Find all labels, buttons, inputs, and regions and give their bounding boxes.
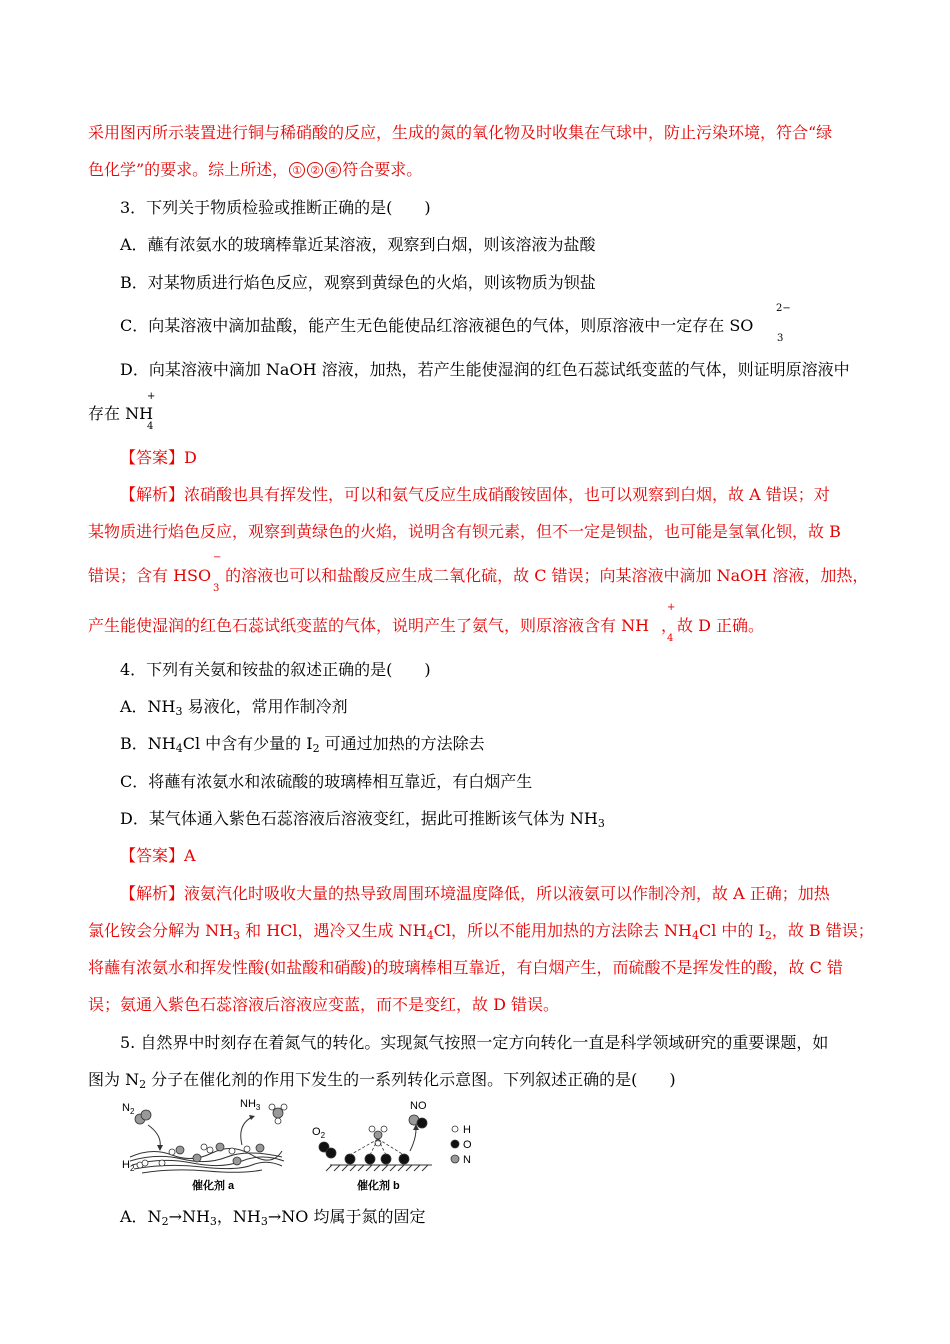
text: 氯化铵会分解为 NH <box>88 921 234 940</box>
subscript: 3 <box>213 583 220 594</box>
legend-h-marker <box>452 1126 458 1132</box>
text: D．某气体通入紫色石蕊溶液后溶液变红，据此可推断该气体为 NH <box>120 809 598 828</box>
text: 图为 N <box>88 1070 140 1089</box>
circled-number: ④ <box>325 162 341 178</box>
text: ，NH <box>216 1207 261 1226</box>
question-4-option-a <box>120 697 348 722</box>
nh3-molecule <box>269 1104 287 1124</box>
question-4-analysis: 将蘸有浓氨水和挥发性酸(如盐酸和硝酸)的玻璃棒相互靠近，有白烟产生，而硫酸不是挥发性的酸，故 C 错 <box>88 958 843 977</box>
question-4-option-c: C．将蘸有浓氨水和浓硫酸的玻璃棒相互靠近，有白烟产生 <box>120 772 533 791</box>
arrow-head <box>157 1145 163 1151</box>
question-3-option-a: A．蘸有浓氨水的玻璃棒靠近某溶液，观察到白烟，则该溶液为盐酸 <box>120 235 596 254</box>
question-5-stem: 5. 自然界中时刻存在着氮气的转化。实现氮气按照一定方向转化一直是科学领域研究的重要课题，如 <box>120 1033 829 1052</box>
text: 的溶液也可以和盐酸反应生成二氧化硫，故 C 错误；向某溶液中滴加 NaOH 溶液，加热， <box>225 566 869 585</box>
legend-o: O <box>463 1139 472 1151</box>
legend <box>451 1126 459 1163</box>
question-3-stem: 3．下列关于物质检验或推断正确的是( ) <box>120 198 431 217</box>
arrow <box>241 1117 252 1145</box>
explanation-line <box>88 160 422 180</box>
o2-molecule <box>319 1142 336 1158</box>
text: 分子在催化剂的作用下发生的一系列转化示意图。下列叙述正确的是( ) <box>146 1070 676 1089</box>
subscript: 3 <box>597 817 605 830</box>
catalyst-b-surface <box>326 1165 432 1171</box>
question-3-option-d-cont: 存在 NH <box>88 404 154 423</box>
subscript: 2 <box>161 1215 169 1228</box>
n2-molecule <box>135 1110 151 1124</box>
text: Cl 中含有少量的 I <box>182 734 313 753</box>
subscript: 3 <box>260 1215 268 1228</box>
legend-n: N <box>463 1154 471 1166</box>
catalyst-a-label: 催化剂 a <box>192 1180 235 1192</box>
question-4-analysis <box>88 921 874 946</box>
text: 可通过加热的方法除去 <box>319 734 485 753</box>
arrow <box>410 1129 416 1151</box>
surface-atoms-b <box>345 1154 409 1164</box>
text: 和 HCl，遇冷又生成 NH <box>240 921 427 940</box>
subscript: 4 <box>667 633 674 644</box>
question-3-option-d: D．向某溶液中滴加 NaOH 溶液，加热，若产生能使湿润的红色石蕊试纸变蓝的气体，则证明原溶液中 <box>120 360 850 379</box>
question-4-answer: 【答案】A <box>120 846 196 865</box>
no-label: NO <box>410 1100 427 1112</box>
question-3-option-b: B．对某物质进行焰色反应，观察到黄绿色的火焰，则该物质为钡盐 <box>120 273 596 292</box>
o2-label: $O_2$ <box>312 1126 326 1140</box>
legend-h: H <box>463 1124 471 1136</box>
question-5-stem <box>88 1070 676 1095</box>
question-3-answer: 【答案】D <box>120 448 197 467</box>
text: 错误；含有 HSO <box>88 566 212 585</box>
text: A．N <box>120 1207 162 1226</box>
subscript: 3 <box>209 1215 217 1228</box>
question-5-option-a <box>120 1207 426 1232</box>
question-3-analysis <box>88 566 868 586</box>
ion-charge: + <box>667 602 676 613</box>
question-4-option-b <box>120 734 485 759</box>
subscript: 3 <box>777 333 784 344</box>
subscript: 4 <box>691 929 699 942</box>
circled-number: ② <box>307 162 323 178</box>
text: 符合要求。 <box>342 160 423 179</box>
n2-label: $N_2$ <box>122 1102 135 1116</box>
subscript: 3 <box>175 705 183 718</box>
h2-label: $H_2$ <box>122 1159 135 1173</box>
text: ，故 B 错误； <box>771 921 874 940</box>
subscript: 2 <box>764 929 772 942</box>
subscript: 2 <box>139 1078 147 1091</box>
ion-charge: + <box>147 391 156 402</box>
ion-charge: 2− <box>776 303 791 314</box>
text: 易液化，常用作制冷剂 <box>182 697 348 716</box>
question-3-analysis <box>88 616 764 636</box>
text: ，故 D 正确。 <box>661 616 765 635</box>
nitrogen-conversion-diagram <box>112 1095 492 1195</box>
circled-number: ① <box>289 162 305 178</box>
text: 色化学”的要求。综上所述， <box>88 160 289 179</box>
subscript: 2 <box>312 742 320 755</box>
question-4-stem: 4．下列有关氨和铵盐的叙述正确的是( ) <box>120 660 431 679</box>
legend-o-marker <box>451 1140 459 1148</box>
text: A．NH <box>120 697 176 716</box>
text: Cl 中的 I <box>698 921 765 940</box>
question-4-analysis: 【解析】液氨汽化时吸收大量的热导致周围环境温度降低，所以液氨可以作制冷剂，故 A 正确；加热 <box>120 884 830 903</box>
legend-n-marker <box>451 1155 459 1163</box>
question-4-analysis: 误；氨通入紫色石蕊溶液后溶液应变蓝，而不是变红，故 D 错误。 <box>88 995 560 1014</box>
text: →NO 均属于氮的固定 <box>267 1207 426 1226</box>
text: →NH <box>168 1207 210 1226</box>
text: B．NH <box>120 734 176 753</box>
nh3-label: $NH_3$ <box>240 1098 261 1112</box>
text: Cl，所以不能用加热的方法除去 NH <box>433 921 692 940</box>
question-3-analysis: 某物质进行焰色反应，观察到黄绿色的火焰，说明含有钡元素，但不一定是钡盐，也可能是氢氧化钡，故 B <box>88 522 841 541</box>
surface-molecules <box>159 1143 264 1166</box>
text: 产生能使湿润的红色石蕊试纸变蓝的气体，说明产生了氨气，则原溶液含有 NH <box>88 616 650 635</box>
arrow <box>148 1125 160 1147</box>
no-molecule <box>409 1115 427 1128</box>
explanation-line: 采用图丙所示装置进行铜与稀硝酸的反应，生成的氮的氧化物及时收集在气球中，防止污染环境，符合“绿 <box>88 123 833 142</box>
catalyst-b-label: 催化剂 b <box>357 1180 400 1192</box>
subscript: 4 <box>175 742 183 755</box>
dashed-lines <box>350 1139 404 1155</box>
question-3-analysis: 【解析】浓硝酸也具有挥发性，可以和氨气反应生成硝酸铵固体，也可以观察到白烟，故 A 错误；对 <box>120 485 830 504</box>
question-4-option-d <box>120 809 605 834</box>
arrow-head <box>249 1115 255 1120</box>
ion-charge: − <box>213 552 222 563</box>
question-3-option-c: C．向某溶液中滴加盐酸，能产生无色能使品红溶液褪色的气体，则原溶液中一定存在 SO <box>120 316 754 335</box>
subscript: 3 <box>233 929 241 942</box>
subscript: 4 <box>147 421 154 432</box>
subscript: 4 <box>426 929 434 942</box>
